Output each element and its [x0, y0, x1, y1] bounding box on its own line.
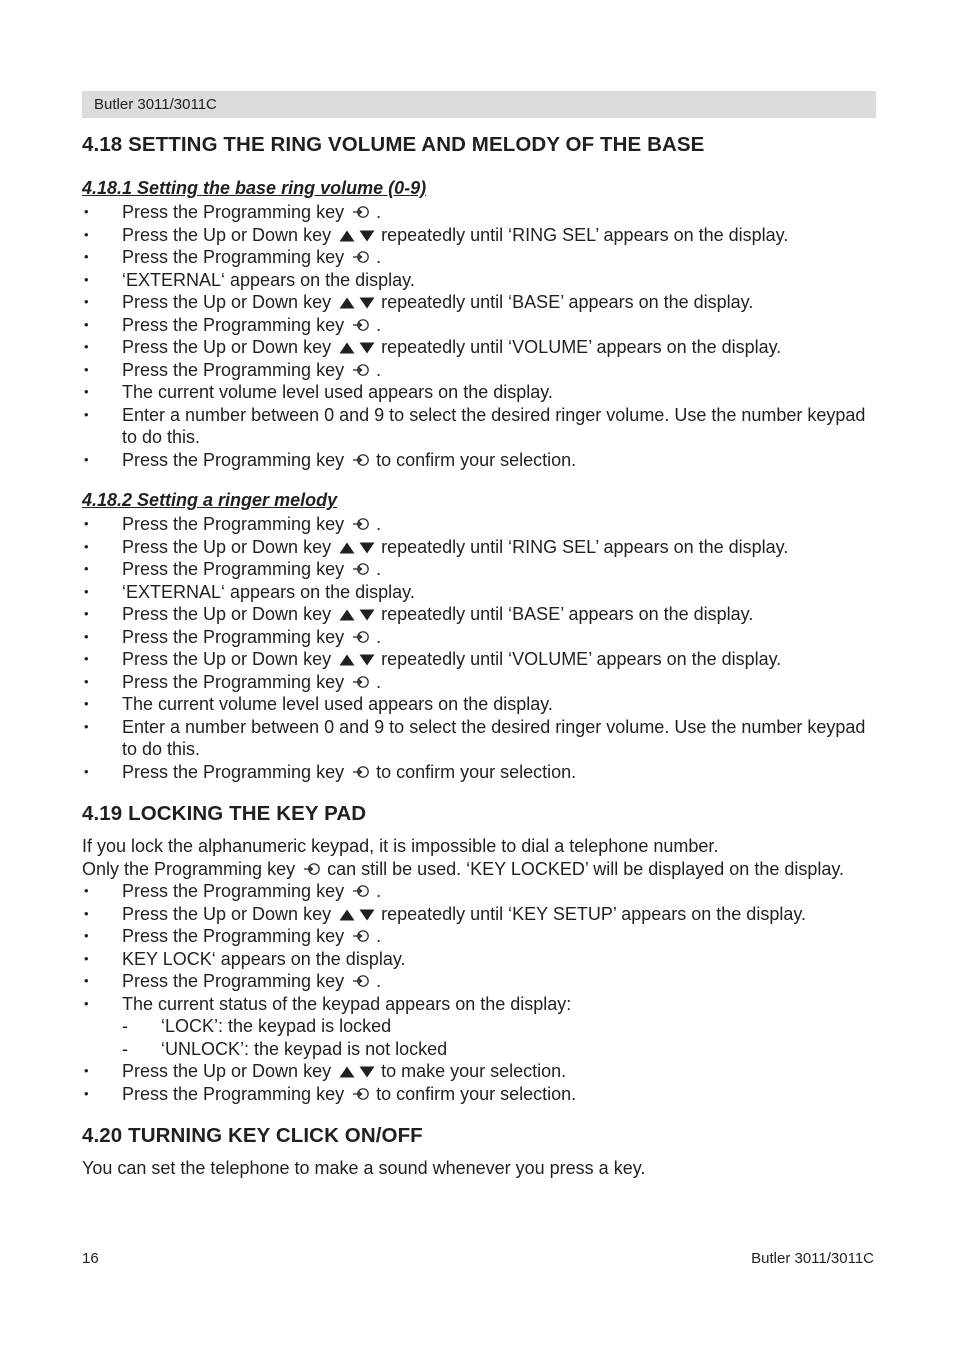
step-text-after-icon: . [376, 881, 382, 901]
step-text-after-icon: repeatedly until ‘KEY SETUP’ appears on the display. [381, 903, 807, 924]
step-text: Press the Programming key [122, 247, 345, 267]
up-arrow-icon [339, 337, 355, 349]
steps-list-419b [82, 1060, 876, 1105]
up-arrow-icon [339, 292, 355, 304]
up-down-arrows-icon [339, 225, 375, 245]
up-arrow-icon [339, 537, 355, 549]
programming-key-icon [352, 627, 370, 641]
section-420-title: 4.20 TURNING KEY CLICK ON/OFF [82, 1124, 423, 1147]
step-text-after-icon: repeatedly until ‘VOLUME’ appears on the display. [381, 649, 782, 669]
step-item [82, 880, 876, 903]
step-text-after-icon: repeatedly until ‘RING SEL’ appears on the display. [381, 224, 789, 245]
step-item [82, 671, 876, 694]
step-text: Press the Programming key [122, 1083, 345, 1104]
step-text: Press the Up or Down key [122, 536, 332, 557]
steps-list-4181 [82, 201, 876, 471]
programming-key-icon [352, 450, 370, 464]
step-text: Press the Programming key [122, 514, 345, 534]
step-item [82, 291, 876, 314]
step-text-after-icon: . [376, 559, 382, 579]
section-419-title: 4.19 LOCKING THE KEY PAD [82, 802, 367, 825]
step-text: Press the Up or Down key [122, 1061, 332, 1081]
down-arrow-icon [359, 604, 375, 616]
step-text: Press the Up or Down key [122, 292, 332, 312]
step-text: Press the Up or Down key [122, 649, 332, 669]
step-text: The current volume level used appears on the display. [122, 382, 553, 402]
step-text-after-icon: . [376, 359, 382, 380]
programming-key-icon [352, 360, 370, 374]
subsection-4181-title: 4.18.1 Setting the base ring volume (0-9) [82, 178, 427, 198]
down-arrow-icon [359, 537, 375, 549]
steps-list-4182 [82, 513, 876, 783]
step-item [82, 404, 876, 449]
up-down-arrows-icon [339, 904, 375, 924]
up-down-arrows-icon [339, 537, 375, 557]
step-text: KEY LOCK‘ appears on the display. [122, 948, 406, 969]
step-text-after-icon: repeatedly until ‘VOLUME’ appears on the display. [381, 337, 782, 357]
programming-key-icon [352, 202, 370, 216]
step-item [82, 716, 876, 761]
step-text-after-icon: repeatedly until ‘BASE’ appears on the display. [381, 604, 754, 624]
step-item [82, 449, 876, 472]
up-down-arrows-icon [339, 649, 375, 669]
step-text-after-icon: to confirm your selection. [376, 761, 577, 782]
step-item [82, 336, 876, 359]
status-option-unlock: - ‘UNLOCK’: the keypad is not locked [82, 1038, 876, 1061]
step-text: Enter a number between 0 and 9 to select the desired ringer volume. Use the number keypad to do this. [122, 716, 866, 759]
step-text-after-icon: repeatedly until ‘RING SEL’ appears on the display. [381, 536, 789, 557]
manual-page [82, 91, 876, 1180]
step-text: Press the Programming key [122, 926, 345, 946]
up-arrow-icon [339, 225, 355, 237]
step-text: Press the Programming key [122, 449, 345, 470]
step-text: Press the Up or Down key [122, 903, 332, 924]
step-item [82, 903, 876, 926]
up-arrow-icon [339, 1061, 355, 1073]
step-item [82, 558, 876, 581]
step-text: Press the Programming key [122, 559, 345, 579]
up-arrow-icon [339, 649, 355, 661]
programming-key-icon [352, 315, 370, 329]
step-text: Enter a number between 0 and 9 to select the desired ringer volume. Use the number keypad to do this. [122, 404, 866, 447]
step-text-after-icon: to confirm your selection. [376, 449, 577, 470]
programming-key-icon [352, 672, 370, 686]
step-text: The current volume level used appears on the display. [122, 694, 553, 714]
step-item [82, 1083, 876, 1106]
step-item [82, 925, 876, 948]
footer-model: Butler 3011/3011C [751, 1250, 874, 1267]
step-text-after-icon: . [376, 202, 382, 222]
step-item [82, 970, 876, 993]
step-text: ‘EXTERNAL‘ appears on the display. [122, 581, 415, 602]
section-419-intro-2-post: can still be used. ‘KEY LOCKED’ will be displayed on the display. [327, 858, 845, 879]
step-text: Press the Programming key [122, 359, 345, 380]
section-419-intro-1: If you lock the alphanumeric keypad, it is impossible to dial a telephone number. [82, 836, 719, 856]
section-418-title: 4.18 SETTING THE RING VOLUME AND MELODY OF THE BASE [82, 133, 705, 156]
step-text-after-icon: repeatedly until ‘BASE’ appears on the display. [381, 292, 754, 312]
step-item [82, 1060, 876, 1083]
step-item [82, 761, 876, 784]
step-item [82, 693, 876, 716]
step-item [82, 314, 876, 337]
programming-key-icon [352, 1084, 370, 1098]
step-item [82, 359, 876, 382]
step-text: Press the Programming key [122, 314, 345, 335]
step-text: Press the Programming key [122, 761, 345, 782]
programming-key-icon [352, 762, 370, 776]
step-text-after-icon: to make your selection. [381, 1061, 567, 1081]
status-options-list [82, 1015, 876, 1060]
step-text: Press the Up or Down key [122, 224, 332, 245]
programming-key-icon [352, 881, 370, 895]
step-text-after-icon: . [376, 247, 382, 267]
step-text-after-icon: . [376, 971, 382, 991]
step-item [82, 648, 876, 671]
step-item [82, 224, 876, 247]
up-down-arrows-icon [339, 337, 375, 357]
step-item [82, 269, 876, 292]
running-header-title: Butler 3011/3011C [94, 96, 217, 113]
step-item [82, 948, 876, 971]
up-arrow-icon [339, 904, 355, 916]
step-item [82, 246, 876, 269]
step-item [82, 513, 876, 536]
page-number: 16 [82, 1250, 99, 1267]
step-text: ‘EXTERNAL‘ appears on the display. [122, 269, 415, 290]
step-text-after-icon: . [376, 671, 382, 692]
down-arrow-icon [359, 1061, 375, 1073]
step-text-after-icon: . [376, 514, 382, 534]
section-420-intro: You can set the telephone to make a sound whenever you press a key. [82, 1158, 646, 1178]
programming-key-icon [352, 971, 370, 985]
step-text-after-icon: . [376, 626, 382, 647]
step-item [82, 381, 876, 404]
step-item [82, 993, 876, 1016]
step-text: Press the Programming key [122, 971, 345, 991]
step-item [82, 581, 876, 604]
down-arrow-icon [359, 337, 375, 349]
down-arrow-icon [359, 649, 375, 661]
step-item [82, 626, 876, 649]
programming-key-icon [352, 559, 370, 573]
down-arrow-icon [359, 904, 375, 916]
down-arrow-icon [359, 225, 375, 237]
section-419-intro-2-pre: Only the Programming key [82, 858, 296, 879]
step-text: The current status of the keypad appears on the display: [122, 993, 572, 1014]
up-arrow-icon [339, 604, 355, 616]
up-down-arrows-icon [339, 604, 375, 624]
step-text: Press the Programming key [122, 202, 345, 222]
step-text-after-icon: to confirm your selection. [376, 1083, 577, 1104]
step-text: Press the Programming key [122, 671, 345, 692]
step-item [82, 603, 876, 626]
subsection-4182-title: 4.18.2 Setting a ringer melody [82, 490, 338, 510]
down-arrow-icon [359, 292, 375, 304]
programming-key-icon [303, 862, 321, 876]
programming-key-icon [352, 247, 370, 261]
step-text-after-icon: . [376, 314, 382, 335]
step-item [82, 536, 876, 559]
up-down-arrows-icon [339, 1061, 375, 1081]
programming-key-icon [352, 926, 370, 940]
programming-key-icon [352, 514, 370, 528]
step-item [82, 201, 876, 224]
step-text: Press the Up or Down key [122, 604, 332, 624]
step-text: Press the Up or Down key [122, 337, 332, 357]
section-419-intro-2 [82, 858, 876, 881]
step-text-after-icon: . [376, 926, 382, 946]
step-text: Press the Programming key [122, 626, 345, 647]
steps-list-419a [82, 880, 876, 1015]
status-option-lock: - ‘LOCK’: the keypad is locked [82, 1015, 876, 1038]
step-text: Press the Programming key [122, 881, 345, 901]
running-header [82, 91, 876, 118]
up-down-arrows-icon [339, 292, 375, 312]
